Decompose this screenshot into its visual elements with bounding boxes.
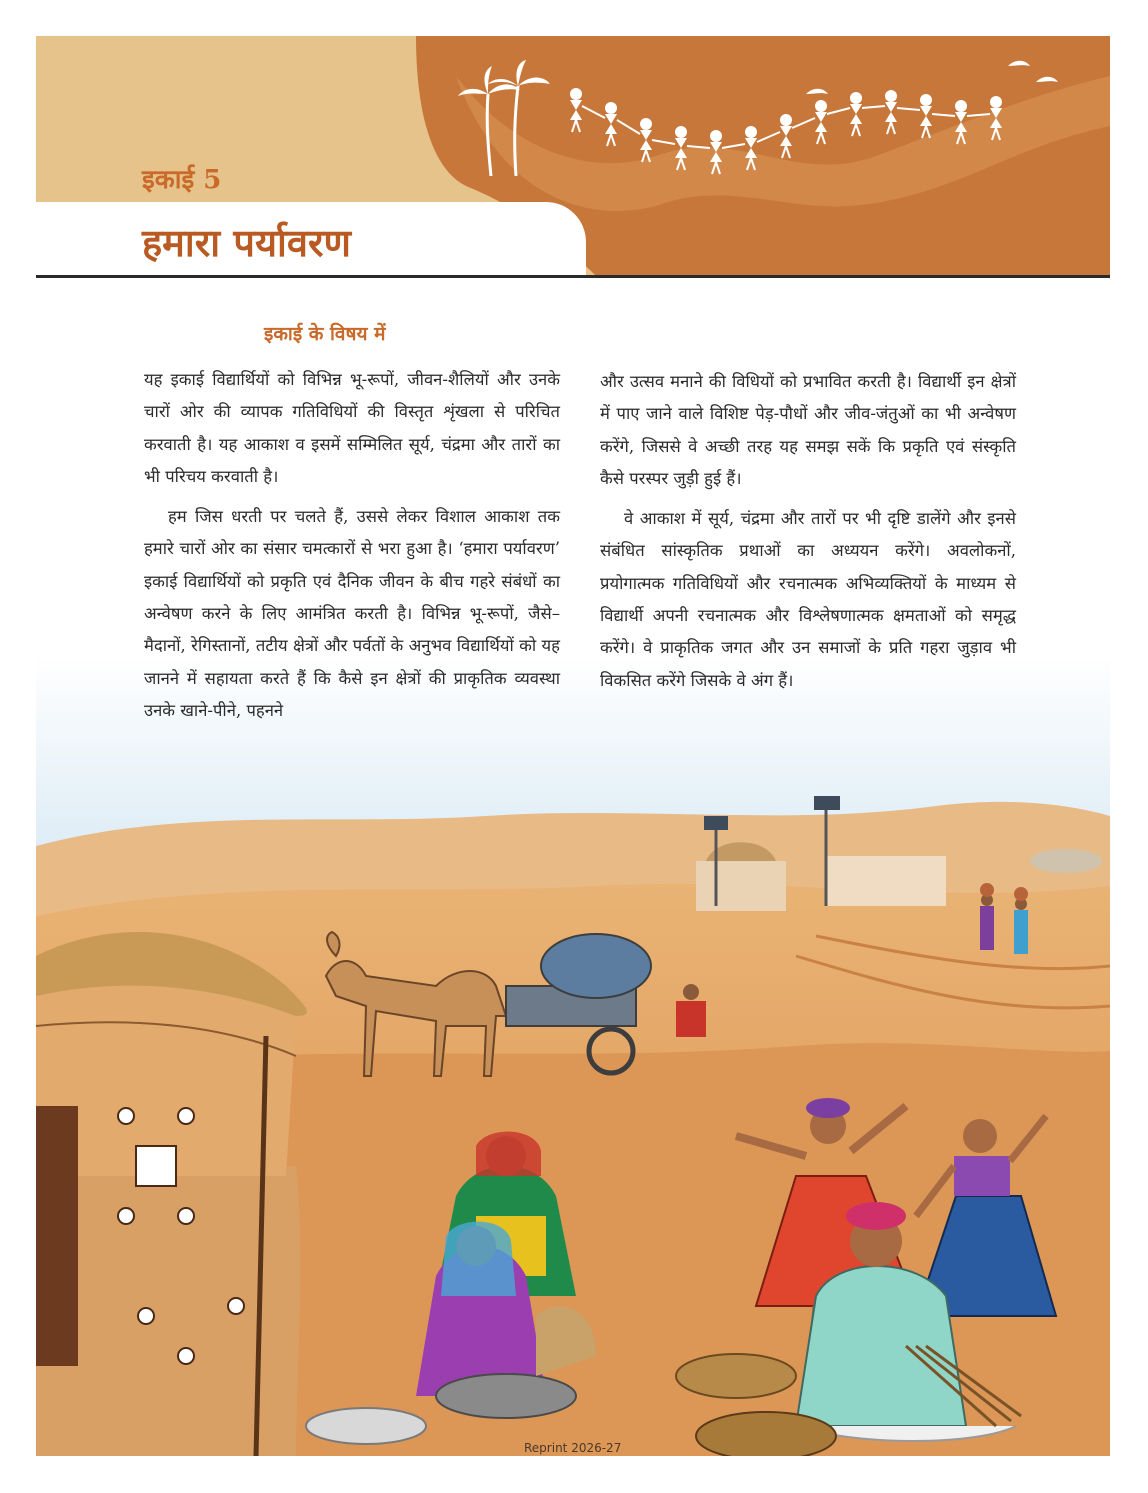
page xyxy=(36,36,1110,1456)
reprint-label: Reprint 2026-27 xyxy=(524,1441,622,1455)
paragraph: और उत्सव मनाने की विधियों को प्रभावित करती है। विद्यार्थी इन क्षेत्रों में पाए जाने वाले विशिष्ट पेड़-पौधों और जीव-जंतुओं का भी अन्वेषण करेंगे, जिससे वे अच्छी तरह यह समझ सकें कि प्रकृति एवं संस्कृति कैसे परस्पर जुड़ी हुई हैं। xyxy=(600,372,1016,488)
paragraph: हम जिस धरती पर चलते हैं, उससे लेकर विशाल आकाश तक हमारे चारों ओर का संसार चमत्कारों से भरा हुआ है। ‘हमारा पर्यावरण’ इकाई विद्यार्थियों को प्रकृति एवं दैनिक जीवन के बीच गहरे संबंधों का अन्वेषण करने के लिए आमंत्रित करती है। विभिन्न भू-रूपों, जैसे– मैदानों, रेगिस्तानों, तटीय क्षेत्रों और पर्वतों के अनुभव विद्यार्थियों को यह जानने में सहायता करते हैं कि कैसे इन क्षेत्रों की प्राकृतिक व्यवस्था उनके खाने-पीने, पहनने xyxy=(144,507,560,720)
unit-label: इकाई 5 xyxy=(142,165,222,195)
text-column-left xyxy=(144,364,560,735)
paragraph: यह इकाई विद्यार्थियों को विभिन्न भू-रूपों, जीवन-शैलियों और उनके चारों ओर की व्यापक गतिविधियों की विस्तृत शृंखला से परिचित करवाती है। यह आकाश व इसमें सम्मिलित सूर्य, चंद्रमा और तारों का भी परिचय करवाती है। xyxy=(144,370,560,486)
text-column-right xyxy=(600,366,1016,705)
paragraph: वे आकाश में सूर्य, चंद्रमा और तारों पर भी दृष्टि डालेंगे और इनसे संबंधित सांस्कृतिक प्रथाओं का अध्ययन करेंगे। अवलोकनों, प्रयोगात्मक गतिविधियों और रचनात्मक अभिव्यक्तियों के माध्यम से विद्यार्थी अपनी रचनात्मक और विश्लेषणात्मक क्षमताओं को समृद्ध करेंगे। वे प्राकृतिक जगत और उन समाजों के प्रति गहरा जुड़ाव भी विकसित करेंगे जिसके वे अंग हैं। xyxy=(600,509,1016,690)
desert-village-illustration xyxy=(36,656,1110,1456)
section-heading: इकाई के विषय में xyxy=(264,323,386,345)
header-divider xyxy=(36,275,1110,278)
page-title: हमारा पर्यावरण xyxy=(142,220,351,265)
